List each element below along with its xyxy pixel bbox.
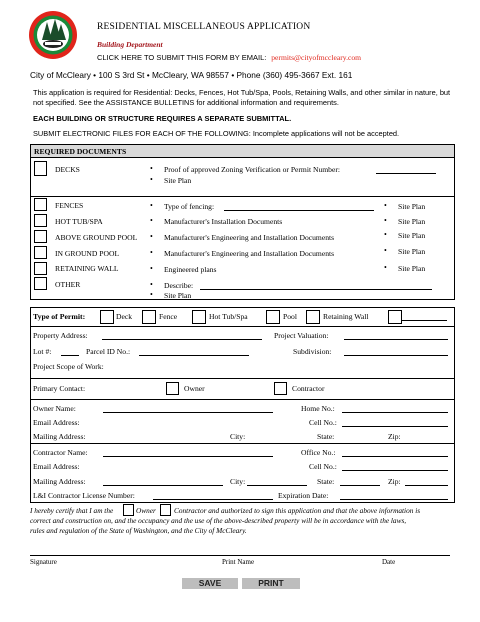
fences-siteplan: Site Plan (398, 202, 426, 211)
expiration-label: Expiration Date: (278, 491, 329, 500)
save-button[interactable]: SAVE (182, 578, 238, 589)
scope-label: Project Scope of Work: (33, 362, 104, 371)
subdivision-label: Subdivision: (293, 347, 332, 356)
separate-submittal-notice: EACH BUILDING OR STRUCTURE REQUIRES A SEPARATE SUBMITTAL. (33, 114, 292, 123)
date-label: Date (382, 558, 396, 566)
owner-name-field[interactable] (103, 412, 273, 413)
contractor-name-field[interactable] (103, 456, 273, 457)
bullet: • (384, 216, 387, 225)
license-label: L&I Contractor License Number: (33, 491, 135, 500)
type-of-permit-label: Type of Permit: (33, 312, 86, 321)
bullet: • (150, 175, 153, 184)
owner-cell-field[interactable] (342, 426, 448, 427)
permit-deck-checkbox[interactable] (100, 310, 114, 324)
email-prompt: CLICK HERE TO SUBMIT THIS FORM BY EMAIL: (97, 53, 267, 62)
cert-line-2: correct and construction on, and the occupancy and the use of the above-described property will be in accordance with the laws, (30, 516, 407, 525)
parcel-field[interactable] (139, 355, 249, 356)
lot-label: Lot #: (33, 347, 52, 356)
decks-label: DECKS (55, 165, 80, 174)
other-label: OTHER (55, 280, 81, 289)
primary-owner-label: Owner (184, 384, 205, 393)
owner-zip-label: Zip: (388, 432, 401, 441)
submit-files-notice: SUBMIT ELECTRONIC FILES FOR EACH OF THE FOLLOWING: Incomplete applications will not be accepted. (33, 129, 400, 138)
retwall-req: Engineered plans (164, 265, 217, 274)
permit-pool-label: Pool (283, 312, 297, 321)
license-field[interactable] (153, 499, 273, 500)
cert-owner-label: Owner (136, 506, 156, 515)
divider (30, 443, 455, 444)
other-checkbox[interactable] (34, 277, 47, 290)
cert-line-3: rules and regulation of the State of Washington, and the City of McCleary. (30, 526, 247, 535)
hottub-checkbox[interactable] (34, 214, 47, 227)
bullet: • (150, 280, 153, 289)
home-no-field[interactable] (342, 412, 448, 413)
form-title: RESIDENTIAL MISCELLANEOUS APPLICATION (97, 22, 311, 32)
contractor-state-field[interactable] (340, 485, 380, 486)
project-valuation-label: Project Valuation: (274, 331, 329, 340)
bullet: • (150, 264, 153, 273)
primary-contact-label: Primary Contact: (33, 384, 86, 393)
owner-city-label: City: (230, 432, 246, 441)
subdivision-field[interactable] (344, 355, 448, 356)
bullet: • (150, 201, 153, 210)
city-logo (28, 10, 78, 60)
hottub-siteplan: Site Plan (398, 217, 426, 226)
print-name-label: Print Name (222, 558, 255, 566)
contractor-mailing-label: Mailing Address: (33, 477, 86, 486)
permit-hottub-checkbox[interactable] (192, 310, 206, 324)
permit-fence-checkbox[interactable] (142, 310, 156, 324)
project-valuation-field[interactable] (344, 339, 448, 340)
cert-contractor-checkbox[interactable] (160, 504, 171, 516)
owner-name-label: Owner Name: (33, 404, 76, 413)
office-no-label: Office No.: (301, 448, 336, 457)
contractor-mailing-field[interactable] (103, 485, 223, 486)
property-address-label: Property Address: (33, 331, 88, 340)
fences-checkbox[interactable] (34, 198, 47, 211)
required-docs-heading: REQUIRED DOCUMENTS (34, 147, 127, 156)
owner-email-label: Email Address: (33, 418, 80, 427)
retwall-checkbox[interactable] (34, 262, 47, 275)
retwall-label: RETAINING WALL (55, 264, 119, 273)
igpool-label: IN GROUND POOL (55, 249, 120, 258)
permit-hottub-label: Hot Tub/Spa (209, 312, 248, 321)
cert-owner-checkbox[interactable] (123, 504, 134, 516)
email-address[interactable]: permits@cityofmccleary.com (271, 53, 362, 62)
contractor-name-label: Contractor Name: (33, 448, 88, 457)
parcel-label: Parcel ID No.: (86, 347, 131, 356)
contractor-cell-label: Cell No.: (309, 462, 337, 471)
contractor-city-field[interactable] (247, 485, 307, 486)
divider (30, 326, 455, 327)
cert-part1: I hereby certify that I am the (30, 506, 114, 515)
permit-pool-checkbox[interactable] (266, 310, 280, 324)
bullet: • (150, 164, 153, 173)
contractor-city-label: City: (230, 477, 246, 486)
bullet: • (150, 290, 153, 299)
other-describe-field[interactable] (200, 289, 432, 290)
permit-retwall-label: Retaining Wall (323, 312, 369, 321)
primary-contractor-checkbox[interactable] (274, 382, 287, 395)
contractor-state-label: State: (317, 477, 335, 486)
department-name: Building Department (97, 40, 163, 49)
fencing-type-field[interactable] (224, 210, 374, 211)
other-describe: Describe: (164, 281, 194, 290)
fences-label: FENCES (55, 201, 84, 210)
permit-deck-label: Deck (116, 312, 133, 321)
expiration-field[interactable] (340, 499, 448, 500)
contractor-zip-field[interactable] (405, 485, 448, 486)
lot-field[interactable] (61, 355, 79, 356)
cert-part2: Contractor and authorized to sign this application and that the above information is (174, 506, 421, 515)
owner-cell-label: Cell No.: (309, 418, 337, 427)
bullet: • (384, 263, 387, 272)
hottub-label: HOT TUB/SPA (55, 217, 103, 226)
bullet: • (150, 232, 153, 241)
intro-paragraph: This application is required for Residential: Decks, Fences, Hot Tub/Spa, Pools, Retaining Walls, and other similar in nature, but not specified. See the ASSISTANCE BULLETINS for additional information and requirements. (33, 88, 451, 107)
hottub-req: Manufacturer's Installation Documents (164, 217, 283, 226)
bullet: • (150, 216, 153, 225)
other-siteplan: Site Plan (164, 291, 192, 300)
contractor-zip-label: Zip: (388, 477, 401, 486)
property-address-field[interactable] (102, 339, 262, 340)
fences-req: Type of fencing: (164, 202, 215, 211)
decks-req-siteplan: Site Plan (164, 176, 192, 185)
contractor-email-label: Email Address: (33, 462, 80, 471)
igpool-siteplan: Site Plan (398, 247, 426, 256)
zoning-permit-field[interactable] (376, 173, 436, 174)
bullet: • (384, 230, 387, 239)
divider (30, 399, 455, 400)
email-submit-link[interactable] (97, 53, 361, 62)
decks-checkbox[interactable] (34, 161, 47, 176)
igpool-checkbox[interactable] (34, 246, 47, 259)
permit-other-checkbox[interactable] (388, 310, 402, 324)
agpool-checkbox[interactable] (34, 230, 47, 243)
address-line: City of McCleary • 100 S 3rd St • McCleary, WA 98557 • Phone (360) 495-3667 Ext. 161 (30, 70, 353, 80)
agpool-siteplan: Site Plan (398, 231, 426, 240)
signature-line[interactable] (30, 555, 450, 556)
home-no-label: Home No.: (301, 404, 335, 413)
primary-contractor-label: Contractor (292, 384, 325, 393)
bullet: • (384, 201, 387, 210)
permit-section (30, 307, 455, 503)
office-no-field[interactable] (342, 456, 448, 457)
igpool-req: Manufacturer's Engineering and Installation Documents (164, 249, 335, 258)
owner-state-label: State: (317, 432, 335, 441)
print-button[interactable]: PRINT (242, 578, 300, 589)
owner-mailing-label: Mailing Address: (33, 432, 86, 441)
permit-fence-label: Fence (159, 312, 178, 321)
bullet: • (384, 246, 387, 255)
signature-label: Signature (30, 558, 57, 566)
divider (30, 378, 455, 379)
decks-req-zoning: Proof of approved Zoning Verification or Permit Number: (164, 165, 340, 174)
divider (30, 196, 455, 197)
primary-owner-checkbox[interactable] (166, 382, 179, 395)
agpool-label: ABOVE GROUND POOL (55, 233, 138, 242)
permit-retwall-checkbox[interactable] (306, 310, 320, 324)
contractor-cell-field[interactable] (342, 470, 448, 471)
permit-other-field[interactable] (402, 320, 447, 321)
agpool-req: Manufacturer's Engineering and Installation Documents (164, 233, 335, 242)
cert-line-1 (30, 506, 113, 515)
retwall-siteplan: Site Plan (398, 264, 426, 273)
bullet: • (150, 248, 153, 257)
